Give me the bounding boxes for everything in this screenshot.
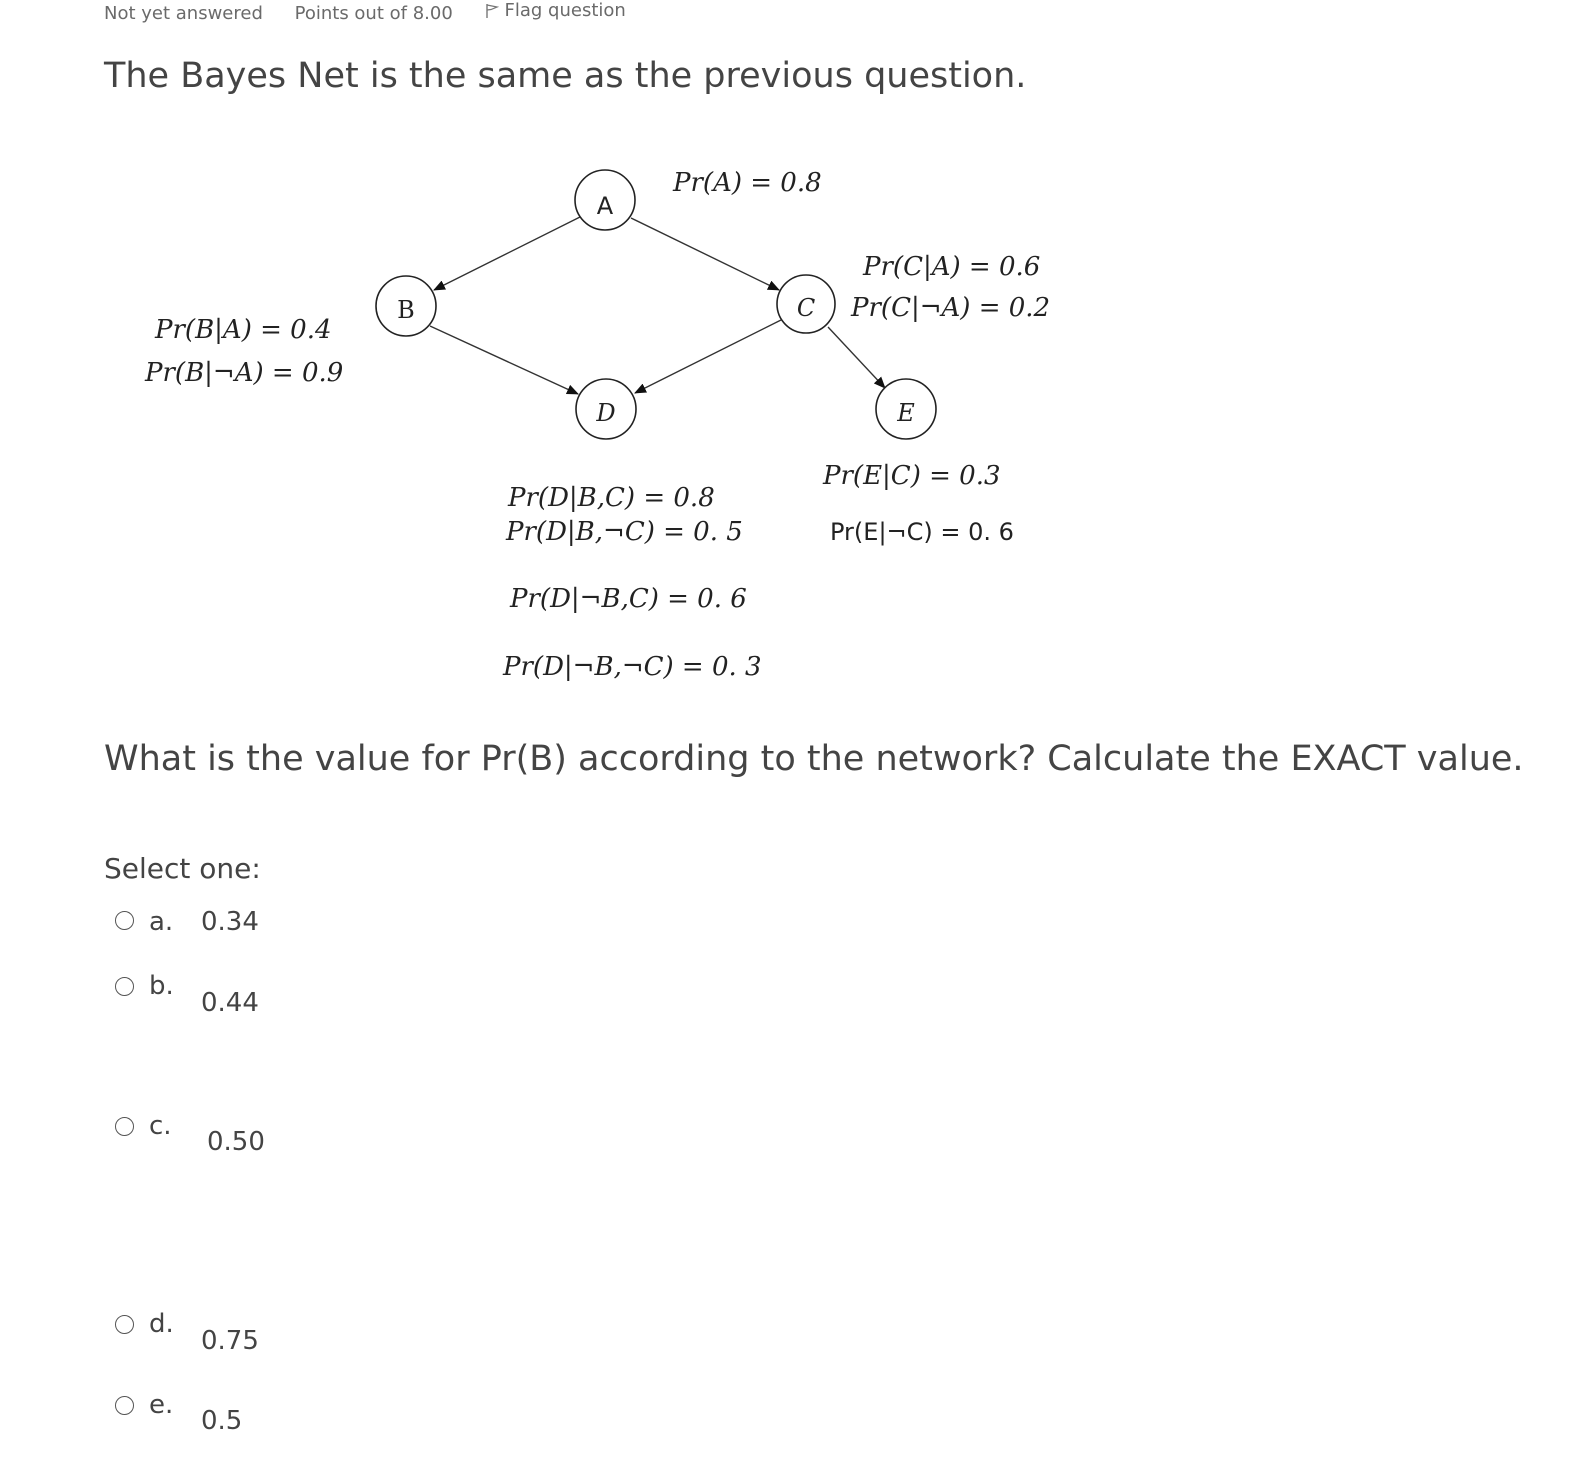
answer-state: Not yet answered <box>104 2 263 24</box>
select-one-label: Select one: <box>104 852 261 885</box>
node-c-label: C <box>796 294 816 322</box>
label-pr-c-given-not-a: Pr(C|¬A) = 0.2 <box>851 293 1051 323</box>
label-pr-d-given-b-not-c: Pr(D|B,¬C) = 0. 5 <box>506 517 743 547</box>
option-b[interactable] <box>115 971 415 1018</box>
edge-a-b <box>434 217 580 290</box>
label-pr-b-given-a: Pr(B|A) = 0.4 <box>155 315 332 345</box>
option-a-value: 0.34 <box>201 907 259 937</box>
edge-c-e <box>828 327 885 388</box>
radio-option-a[interactable] <box>115 911 134 930</box>
label-pr-e-given-c: Pr(E|C) = 0.3 <box>823 461 1001 491</box>
option-d[interactable] <box>115 1309 415 1356</box>
radio-option-b[interactable] <box>115 977 134 996</box>
node-b-label: B <box>397 296 415 324</box>
option-e[interactable] <box>115 1390 415 1436</box>
node-e-label: E <box>897 399 915 427</box>
option-d-letter: d. <box>149 1309 174 1339</box>
question-intro: The Bayes Net is the same as the previous question. <box>104 56 1027 96</box>
points-label: Points out of 8.00 <box>294 2 453 24</box>
node-d-label: D <box>596 399 616 427</box>
option-c-letter: c. <box>149 1111 172 1141</box>
flag-question-label: Flag question <box>504 0 626 21</box>
label-pr-d-given-not-b-not-c: Pr(D|¬B,¬C) = 0. 3 <box>503 652 762 682</box>
label-pr-d-given-b-c: Pr(D|B,C) = 0.8 <box>508 483 715 513</box>
option-b-value: 0.44 <box>201 988 259 1018</box>
bayes-net-diagram <box>0 0 1576 720</box>
radio-option-c[interactable] <box>115 1117 134 1136</box>
radio-option-e[interactable] <box>115 1396 134 1415</box>
option-e-letter: e. <box>149 1390 174 1420</box>
option-e-value: 0.5 <box>201 1406 243 1436</box>
edge-b-d <box>430 326 578 394</box>
option-a[interactable] <box>115 905 415 945</box>
edge-c-d <box>635 320 781 393</box>
radio-option-d[interactable] <box>115 1315 134 1334</box>
edge-a-c <box>631 218 779 290</box>
label-pr-d-given-not-b-c: Pr(D|¬B,C) = 0. 6 <box>510 584 747 614</box>
option-c-value: 0.50 <box>207 1127 265 1157</box>
option-d-value: 0.75 <box>201 1326 259 1356</box>
label-pr-e-given-not-c: Pr(E|¬C) = 0. 6 <box>830 518 1014 546</box>
option-a-letter: a. <box>149 907 174 937</box>
option-c[interactable] <box>115 1111 415 1157</box>
question-prompt: What is the value for Pr(B) according to the network? Calculate the EXACT value. <box>104 739 1524 779</box>
label-pr-a: Pr(A) = 0.8 <box>673 168 822 198</box>
label-pr-c-given-a: Pr(C|A) = 0.6 <box>863 252 1041 282</box>
label-pr-b-given-not-a: Pr(B|¬A) = 0.9 <box>145 358 344 388</box>
node-a-label: A <box>596 192 614 220</box>
option-b-letter: b. <box>149 971 174 1001</box>
